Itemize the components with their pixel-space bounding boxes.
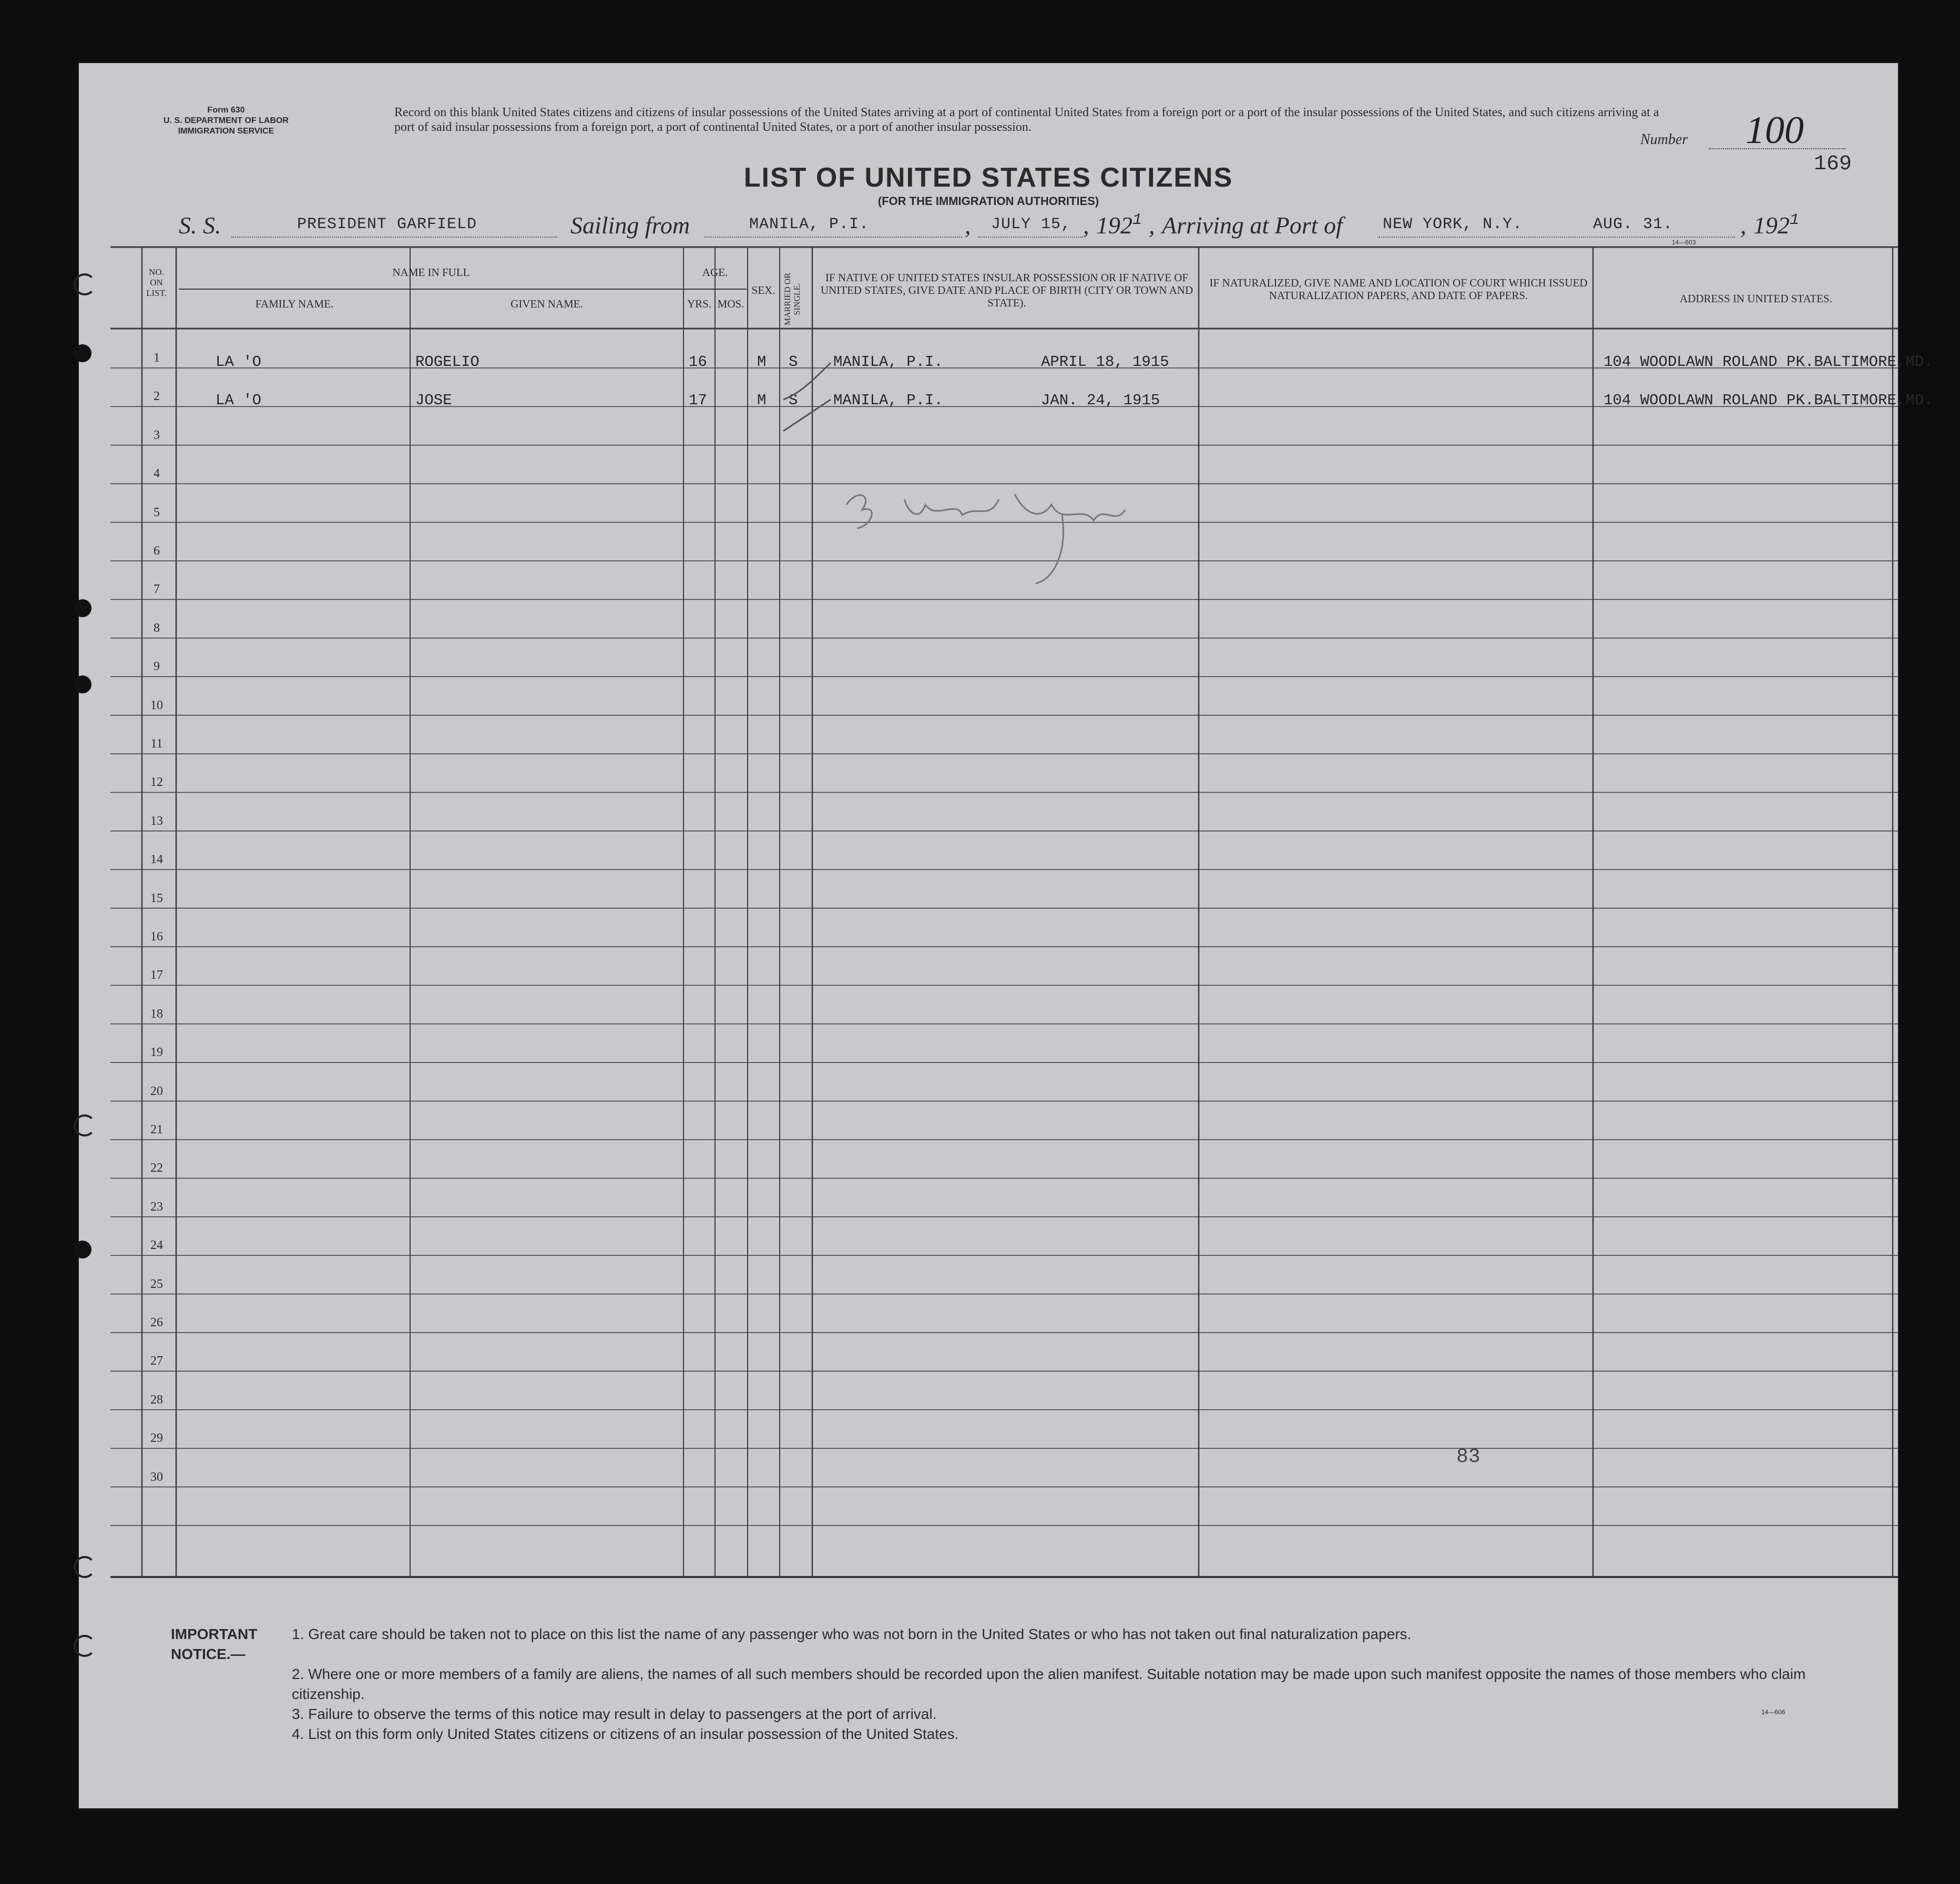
row-number: 8	[154, 621, 160, 635]
marital-status-cell: S	[789, 392, 798, 409]
row-number: 1	[154, 351, 160, 365]
binder-hole	[74, 1635, 96, 1657]
comma: ,	[965, 212, 971, 239]
manifest-page	[79, 63, 1933, 1808]
comma: ,	[1083, 212, 1089, 239]
row-number: 15	[150, 891, 163, 905]
row-number: 12	[150, 775, 163, 790]
given-name-cell: JOSE	[415, 392, 452, 409]
binder-hole	[74, 273, 96, 295]
binder-hole	[74, 1114, 96, 1136]
form-service: IMMIGRATION SERVICE	[178, 127, 274, 136]
header-married-single: MARRIED OR SINGLE.	[783, 273, 802, 326]
row-number: 21	[150, 1123, 163, 1136]
comma: ,	[1149, 212, 1155, 239]
binder-hole	[74, 344, 91, 362]
row-number: 20	[150, 1084, 163, 1098]
row-number: 10	[150, 698, 163, 712]
page-stamp: 169	[1814, 152, 1852, 176]
header-years: YRS.	[687, 298, 712, 310]
row-number: 14	[150, 853, 163, 867]
header-naturalized: IF NATURALIZED, GIVE NAME AND LOCATION OF COURT WHICH ISSUED NATURALIZATION PAPERS, AND DATE OF PAPERS.	[1209, 277, 1588, 302]
row-number: 28	[150, 1392, 163, 1407]
sailing-year-prefix: 192	[1096, 212, 1132, 239]
header-name-in-full: NAME IN FULL	[392, 266, 470, 279]
row-number: 2	[154, 390, 160, 404]
row-number: 22	[150, 1161, 163, 1175]
address-cell: 104 WOODLAWN ROLAND PK.BALTIMORE,MD.	[1604, 353, 1933, 371]
row-number: 23	[150, 1200, 163, 1214]
row-number: 19	[150, 1046, 163, 1060]
birth-place-cell: MANILA, P.I.	[833, 353, 943, 371]
row-number: 16	[150, 930, 163, 944]
birth-place-cell: MANILA, P.I.	[833, 392, 943, 409]
ss-label: S. S.	[179, 212, 221, 239]
important-notice	[171, 1624, 1880, 1744]
notice-item-1: 1. Great care should be taken not to place on this list the name of any passenger who was not born in the United States or who has not taken out final naturalization papers.	[292, 1626, 1412, 1642]
marital-status-cell: S	[789, 353, 798, 371]
row-number: 25	[150, 1277, 163, 1291]
page-title: LIST OF UNITED STATES CITIZENS	[743, 162, 1233, 193]
header-age: AGE.	[702, 266, 728, 279]
row-number: 3	[154, 428, 160, 442]
arrival-port: NEW YORK, N.Y.	[1383, 216, 1523, 233]
row-number: 9	[154, 660, 160, 674]
sailing-year-suffix: 1	[1132, 211, 1142, 229]
row-number: 5	[154, 505, 160, 519]
age-years-cell: 16	[689, 353, 707, 371]
row-number: 17	[150, 968, 163, 982]
notice-item-4: 4. List on this form only United States citizens or citizens of an insular possession of the United States.	[292, 1726, 959, 1742]
birth-date-cell: APRIL 18, 1915	[1041, 353, 1169, 371]
header-no-on-list: NO. ON LIST.	[146, 267, 167, 298]
given-name-cell: ROGELIO	[415, 353, 479, 371]
family-name-cell: LA 'O	[216, 353, 262, 371]
handwritten-signature	[841, 484, 1178, 605]
row-number: 13	[150, 814, 163, 828]
page-subtitle: (FOR THE IMMIGRATION AUTHORITIES)	[877, 194, 1099, 208]
row-number: 30	[150, 1470, 163, 1484]
row-number: 6	[154, 544, 160, 558]
row-number: 26	[150, 1316, 163, 1329]
binder-hole	[74, 1556, 96, 1578]
row-number: 29	[150, 1431, 163, 1446]
number-label: Number	[1640, 131, 1688, 148]
row-number: 18	[150, 1007, 163, 1021]
number-value: 100	[1745, 109, 1804, 152]
notice-item-3: 3. Failure to observe the terms of this notice may result in delay to passengers at the port of arrival.	[292, 1706, 937, 1722]
notice-label: IMPORTANT NOTICE.—	[171, 1626, 258, 1662]
instructions-text: Record on this blank United States citizens and citizens of insular possessions of the United States arriving at a port of continental United States from a foreign port or a port of the insular possessions of the United States, and such citizens arriving at a port of said insular possessions from a foreign port, a port of continental United States, or a port of another insular possession.	[394, 106, 1659, 134]
header-months: MOS.	[717, 298, 744, 310]
header-birth: IF NATIVE OF UNITED STATES INSULAR POSSESSION OR IF NATIVE OF UNITED STATES, GIVE DATE AND PLACE OF BIRTH (CITY OR TOWN AND STATE).	[820, 271, 1193, 309]
row-number: 11	[150, 737, 163, 751]
footer-mark: 14—606	[1761, 1708, 1785, 1716]
address-cell: 104 WOODLAWN ROLAND PK.BALTIMORE,MD.	[1604, 392, 1933, 409]
row-number: 24	[150, 1238, 163, 1253]
form-department: U. S. DEPARTMENT OF LABOR	[164, 116, 289, 125]
family-name-cell: LA 'O	[216, 392, 262, 409]
stamp-number: 83	[1456, 1446, 1481, 1468]
arrival-year-suffix: 1	[1790, 211, 1800, 229]
header-family-name: FAMILY NAME.	[255, 298, 334, 310]
binder-hole	[74, 599, 91, 617]
binder-hole	[74, 1241, 91, 1258]
row-number: 7	[154, 582, 160, 597]
header-given-name: GIVEN NAME.	[511, 298, 583, 310]
sailing-port: MANILA, P.I.	[749, 216, 870, 233]
arriving-label: Arriving at Port of	[1162, 212, 1343, 239]
row-number: 4	[154, 467, 160, 481]
sex-cell: M	[757, 353, 767, 371]
notice-item-1-row	[171, 1624, 1880, 1664]
comma: ,	[1740, 212, 1747, 239]
printer-mark: 14—603	[1672, 239, 1696, 246]
birth-date-cell: JAN. 24, 1915	[1041, 392, 1160, 409]
binder-hole	[74, 675, 91, 693]
notice-item-2: 2. Where one or more members of a family are aliens, the names of all such members should be recorded upon the alien manifest. Suitable notation may be made upon such manifest opposite the names of those members who claim citizenship.	[292, 1666, 1806, 1702]
header-sex: SEX.	[751, 284, 775, 296]
arrival-date: AUG. 31.	[1593, 216, 1673, 233]
sailing-label: Sailing from	[570, 212, 690, 239]
age-years-cell: 17	[689, 392, 707, 409]
form-number: Form 630	[207, 106, 245, 115]
header-address: ADDRESS IN UNITED STATES.	[1680, 292, 1832, 305]
arrival-year-prefix: 192	[1753, 212, 1790, 239]
table-grid	[79, 63, 1898, 1808]
sex-cell: M	[757, 392, 767, 409]
sailing-date: JULY 15,	[991, 216, 1071, 233]
ship-name: PRESIDENT GARFIELD	[297, 216, 477, 233]
row-number: 27	[150, 1354, 163, 1368]
